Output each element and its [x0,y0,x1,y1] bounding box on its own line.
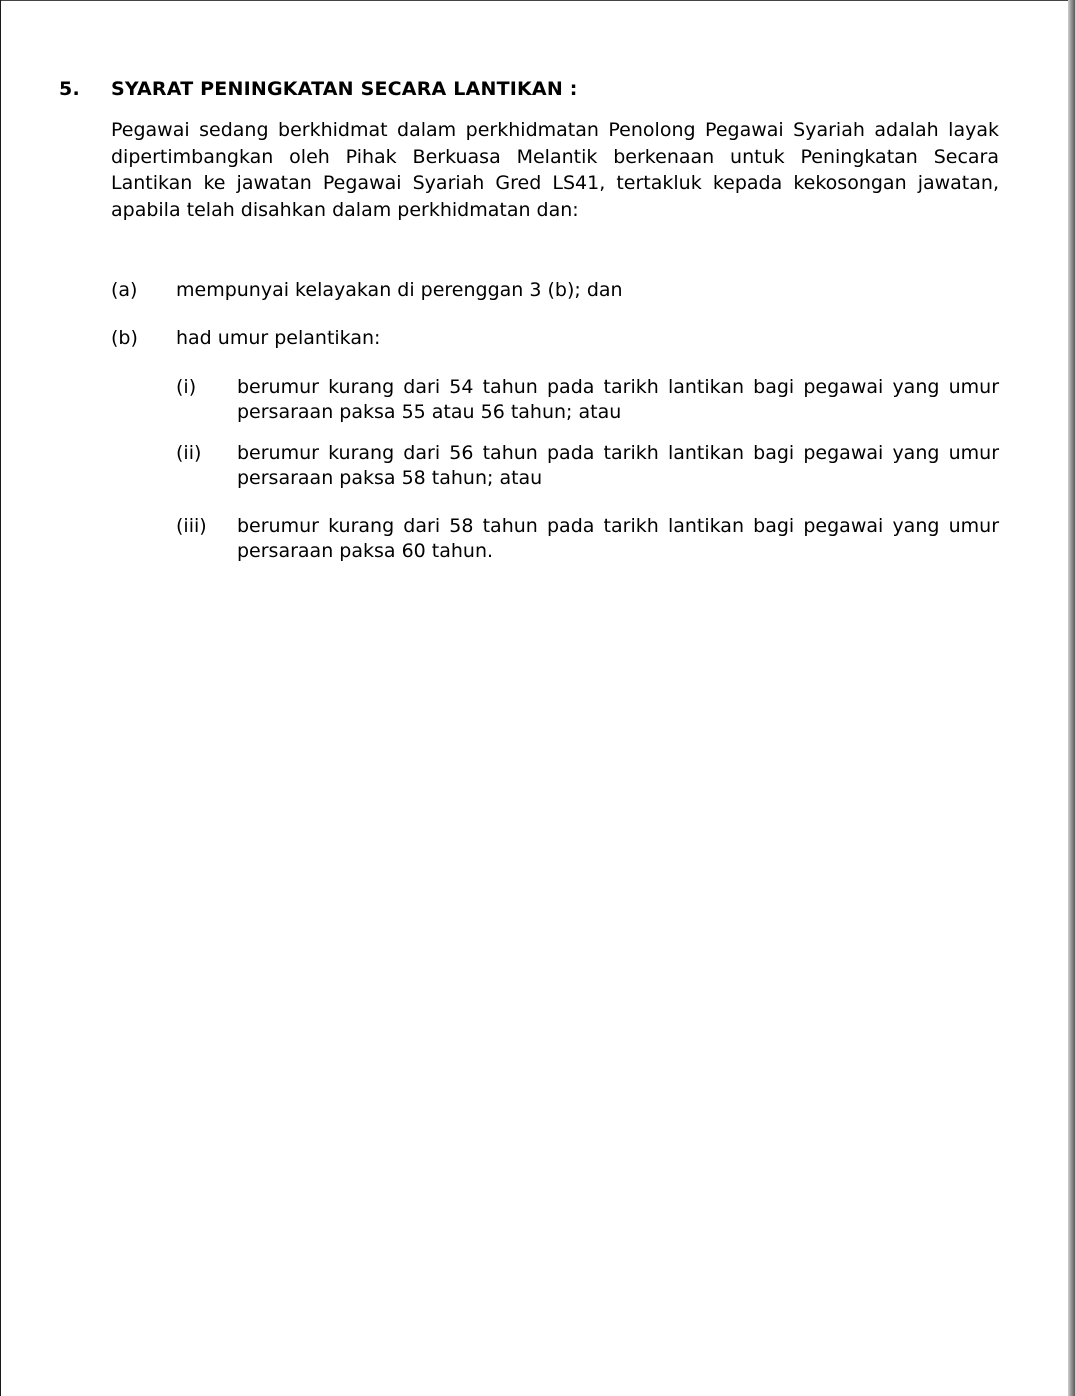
section-title: SYARAT PENINGKATAN SECARA LANTIKAN : [111,78,578,100]
sub-item-ii [176,441,1001,493]
list-item-a [111,278,1001,304]
page-right-edge-shadow [1068,0,1075,1396]
sub-item-text: berumur kurang dari 56 tahun pada tarikh lantikan bagi pegawai yang umur persaraan paksa 58 tahun; atau [237,442,999,489]
sub-item-label: (i) [176,376,197,398]
list-item-text: mempunyai kelayakan di perenggan 3 (b); dan [176,279,623,301]
list-item-text: had umur pelantikan: [176,327,381,349]
list-item-label: (b) [111,327,138,349]
sub-item-text: berumur kurang dari 54 tahun pada tarikh lantikan bagi pegawai yang umur persaraan paksa 55 atau 56 tahun; atau [237,376,999,423]
page-top-border [1,0,1068,1]
document-page [1,0,1068,1396]
sub-item-iii [176,514,1001,566]
sub-item-text: berumur kurang dari 58 tahun pada tarikh lantikan bagi pegawai yang umur persaraan paksa 60 tahun. [237,515,999,562]
sub-item-i [176,375,1001,427]
section-number: 5. [59,78,81,100]
section-paragraph: Pegawai sedang berkhidmat dalam perkhidmatan Penolong Pegawai Syariah adalah layak dipertimbangkan oleh Pihak Berkuasa Melantik berkenaan untuk Peningkatan Secara Lantikan ke jawatan Pegawai Syariah Gred LS41, tertakluk kepada kekosongan jawatan, apabila telah disahkan dalam perkhidmatan dan: [111,119,999,221]
sub-item-label: (ii) [176,442,202,464]
sub-item-label: (iii) [176,515,207,537]
list-item-b [111,326,1001,352]
list-item-label: (a) [111,279,138,301]
